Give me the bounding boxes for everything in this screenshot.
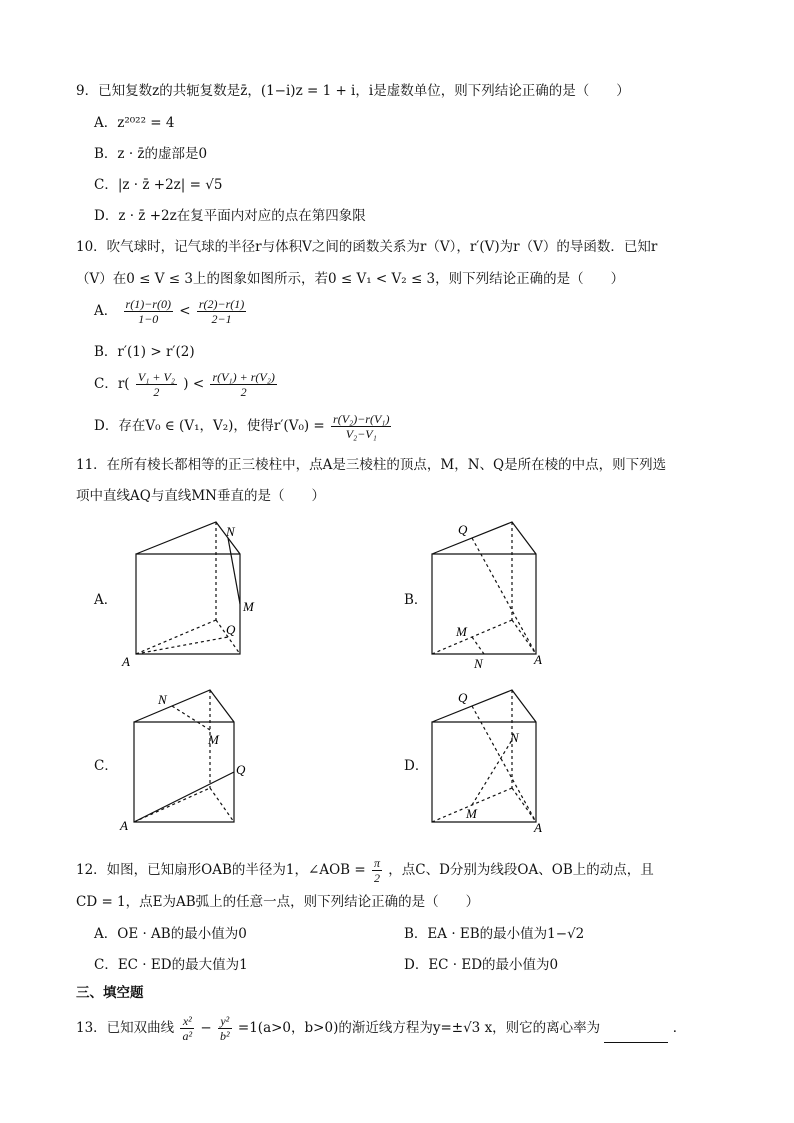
q13-suffix: =1(a>0，b>0)的渐近线方程为y=±√3 x，则它的离心率为 [237, 1020, 601, 1036]
q11-figure-c [112, 684, 272, 840]
q10-c-num1: V₁ + V₂ [137, 370, 175, 384]
q11-figure-d-label: D． [404, 758, 429, 774]
q12-stem1-b: ，点C、D分别为线段OA、OB上的动点，且 [388, 862, 654, 878]
q13-den2: b² [220, 1029, 230, 1043]
q10-option-c [94, 370, 279, 399]
q10-d-num: r(V₂)−r(V₁) [333, 412, 390, 426]
q12-angle-num: π [373, 856, 380, 870]
q12-angle-den: 2 [373, 871, 380, 885]
q11-d-point-a: A [534, 820, 542, 835]
q12-stem-line1 [76, 856, 654, 885]
q10-option-a [94, 297, 248, 326]
q10-c-den2: 2 [240, 385, 247, 399]
q11-c-point-n: N [158, 692, 167, 707]
q11-a-point-m: M [243, 599, 254, 614]
q10-a-lt: < [179, 303, 191, 319]
q11-c-point-a: A [120, 818, 128, 833]
q12-option-d: D．EC · ED的最小值为0 [404, 957, 559, 973]
q10-stem-line1: 10．吹气球时，记气球的半径r与体积V之间的函数关系为r（V），r′(V)为r（V）的导函数．已知r [76, 239, 658, 255]
q11-stem-line2: 项中直线AQ与直线MN垂直的是（ ） [76, 488, 325, 504]
q11-figure-b [420, 516, 580, 672]
q11-figure-a-label: A． [94, 592, 118, 608]
q13-num1: x² [180, 1014, 194, 1029]
q11-figure-c-label: C． [94, 758, 118, 774]
q13-prefix: 13．已知双曲线 [76, 1020, 175, 1036]
q9-option-c: C．|z · z̄ +2z| = √5 [94, 177, 223, 193]
q13-fraction-x [180, 1014, 194, 1043]
q12-option-a: A．OE · AB的最小值为0 [94, 926, 247, 942]
q9-option-d: D．z · z̄ +2z在复平面内对应的点在第四象限 [94, 208, 366, 224]
q13-fraction-y [218, 1014, 232, 1043]
q13-den1: a² [182, 1029, 193, 1043]
q10-d-prefix: D．存在V₀ ∈ (V₁，V₂)，使得r′(V₀) = [94, 418, 325, 434]
q10-a-num1: r(1)−r(0) [125, 297, 171, 311]
q10-a-fraction-1 [124, 297, 173, 326]
q9-option-b: B．z · z̄的虚部是0 [94, 146, 208, 162]
q11-b-point-n: N [474, 656, 483, 671]
q10-c-num2: r(V₁) + r(V₂) [212, 370, 275, 384]
q11-stem-line1: 11．在所有棱长都相等的正三棱柱中，点A是三棱柱的顶点，M，N、Q是所在棱的中点，则下列选 [76, 457, 667, 473]
q11-a-point-n: N [226, 524, 235, 539]
q10-a-prefix: A． [94, 303, 118, 319]
q10-c-fraction-2 [210, 370, 276, 399]
q13-end: ． [672, 1020, 687, 1036]
q12-option-c: C．EC · ED的最大值为1 [94, 957, 248, 973]
q12-stem1-a: 12．如图，已知扇形OAB的半径为1，∠AOB = [76, 862, 366, 878]
q10-d-den: V₂−V₁ [345, 427, 377, 441]
q13-num2: y² [218, 1014, 232, 1029]
q10-a-num2: r(2)−r(1) [198, 297, 245, 311]
q10-stem-line2: （V）在0 ≤ V ≤ 3上的图象如图所示，若0 ≤ V₁ < V₂ ≤ 3，则下列结论正确的是（ ） [76, 271, 625, 287]
q11-c-point-m: M [208, 732, 219, 747]
q10-a-fraction-2 [197, 297, 246, 326]
q11-d-point-n: N [510, 730, 519, 745]
q11-d-point-m: M [466, 806, 477, 821]
q11-figure-b-label: B． [404, 592, 428, 608]
q12-angle-fraction [372, 856, 382, 885]
q11-b-point-q: Q [458, 522, 468, 537]
q13-answer-blank[interactable] [604, 1028, 668, 1043]
q9-option-a: A．z²⁰²² = 4 [94, 115, 175, 131]
q11-b-point-a: A [534, 652, 542, 667]
q10-c-fraction-1 [136, 370, 177, 399]
q11-c-point-q: Q [236, 762, 246, 777]
q13-stem [76, 1014, 686, 1043]
q10-option-b: B．r′(1) > r′(2) [94, 344, 195, 360]
q12-stem-line2: CD = 1，点E为AB弧上的任意一点，则下列结论正确的是（ ） [76, 894, 480, 910]
q10-a-den2: 2−1 [211, 312, 232, 326]
q10-d-fraction [331, 412, 391, 441]
section-title: 三、填空题 [76, 985, 144, 1001]
q10-c-mid: ) < [183, 376, 205, 392]
q9-stem: 9．已知复数z的共轭复数是z̄，(1−i)z = 1 + i，i是虚数单位，则下列结论正确的是（ ） [76, 83, 630, 99]
q11-figure-d [420, 684, 580, 840]
q10-c-prefix: C．r( [94, 376, 130, 392]
q10-option-d [94, 412, 393, 441]
q10-c-den1: 2 [153, 385, 160, 399]
q11-b-point-m: M [456, 624, 467, 639]
q13-minus: − [200, 1020, 212, 1036]
q11-figure-a [112, 516, 272, 672]
q11-d-point-q: Q [458, 690, 468, 705]
q11-a-point-a: A [122, 654, 130, 669]
q10-a-den1: 1−0 [138, 312, 159, 326]
q11-a-point-q: Q [226, 622, 236, 637]
q12-option-b: B．EA · EB的最小值为1−√2 [404, 926, 585, 942]
